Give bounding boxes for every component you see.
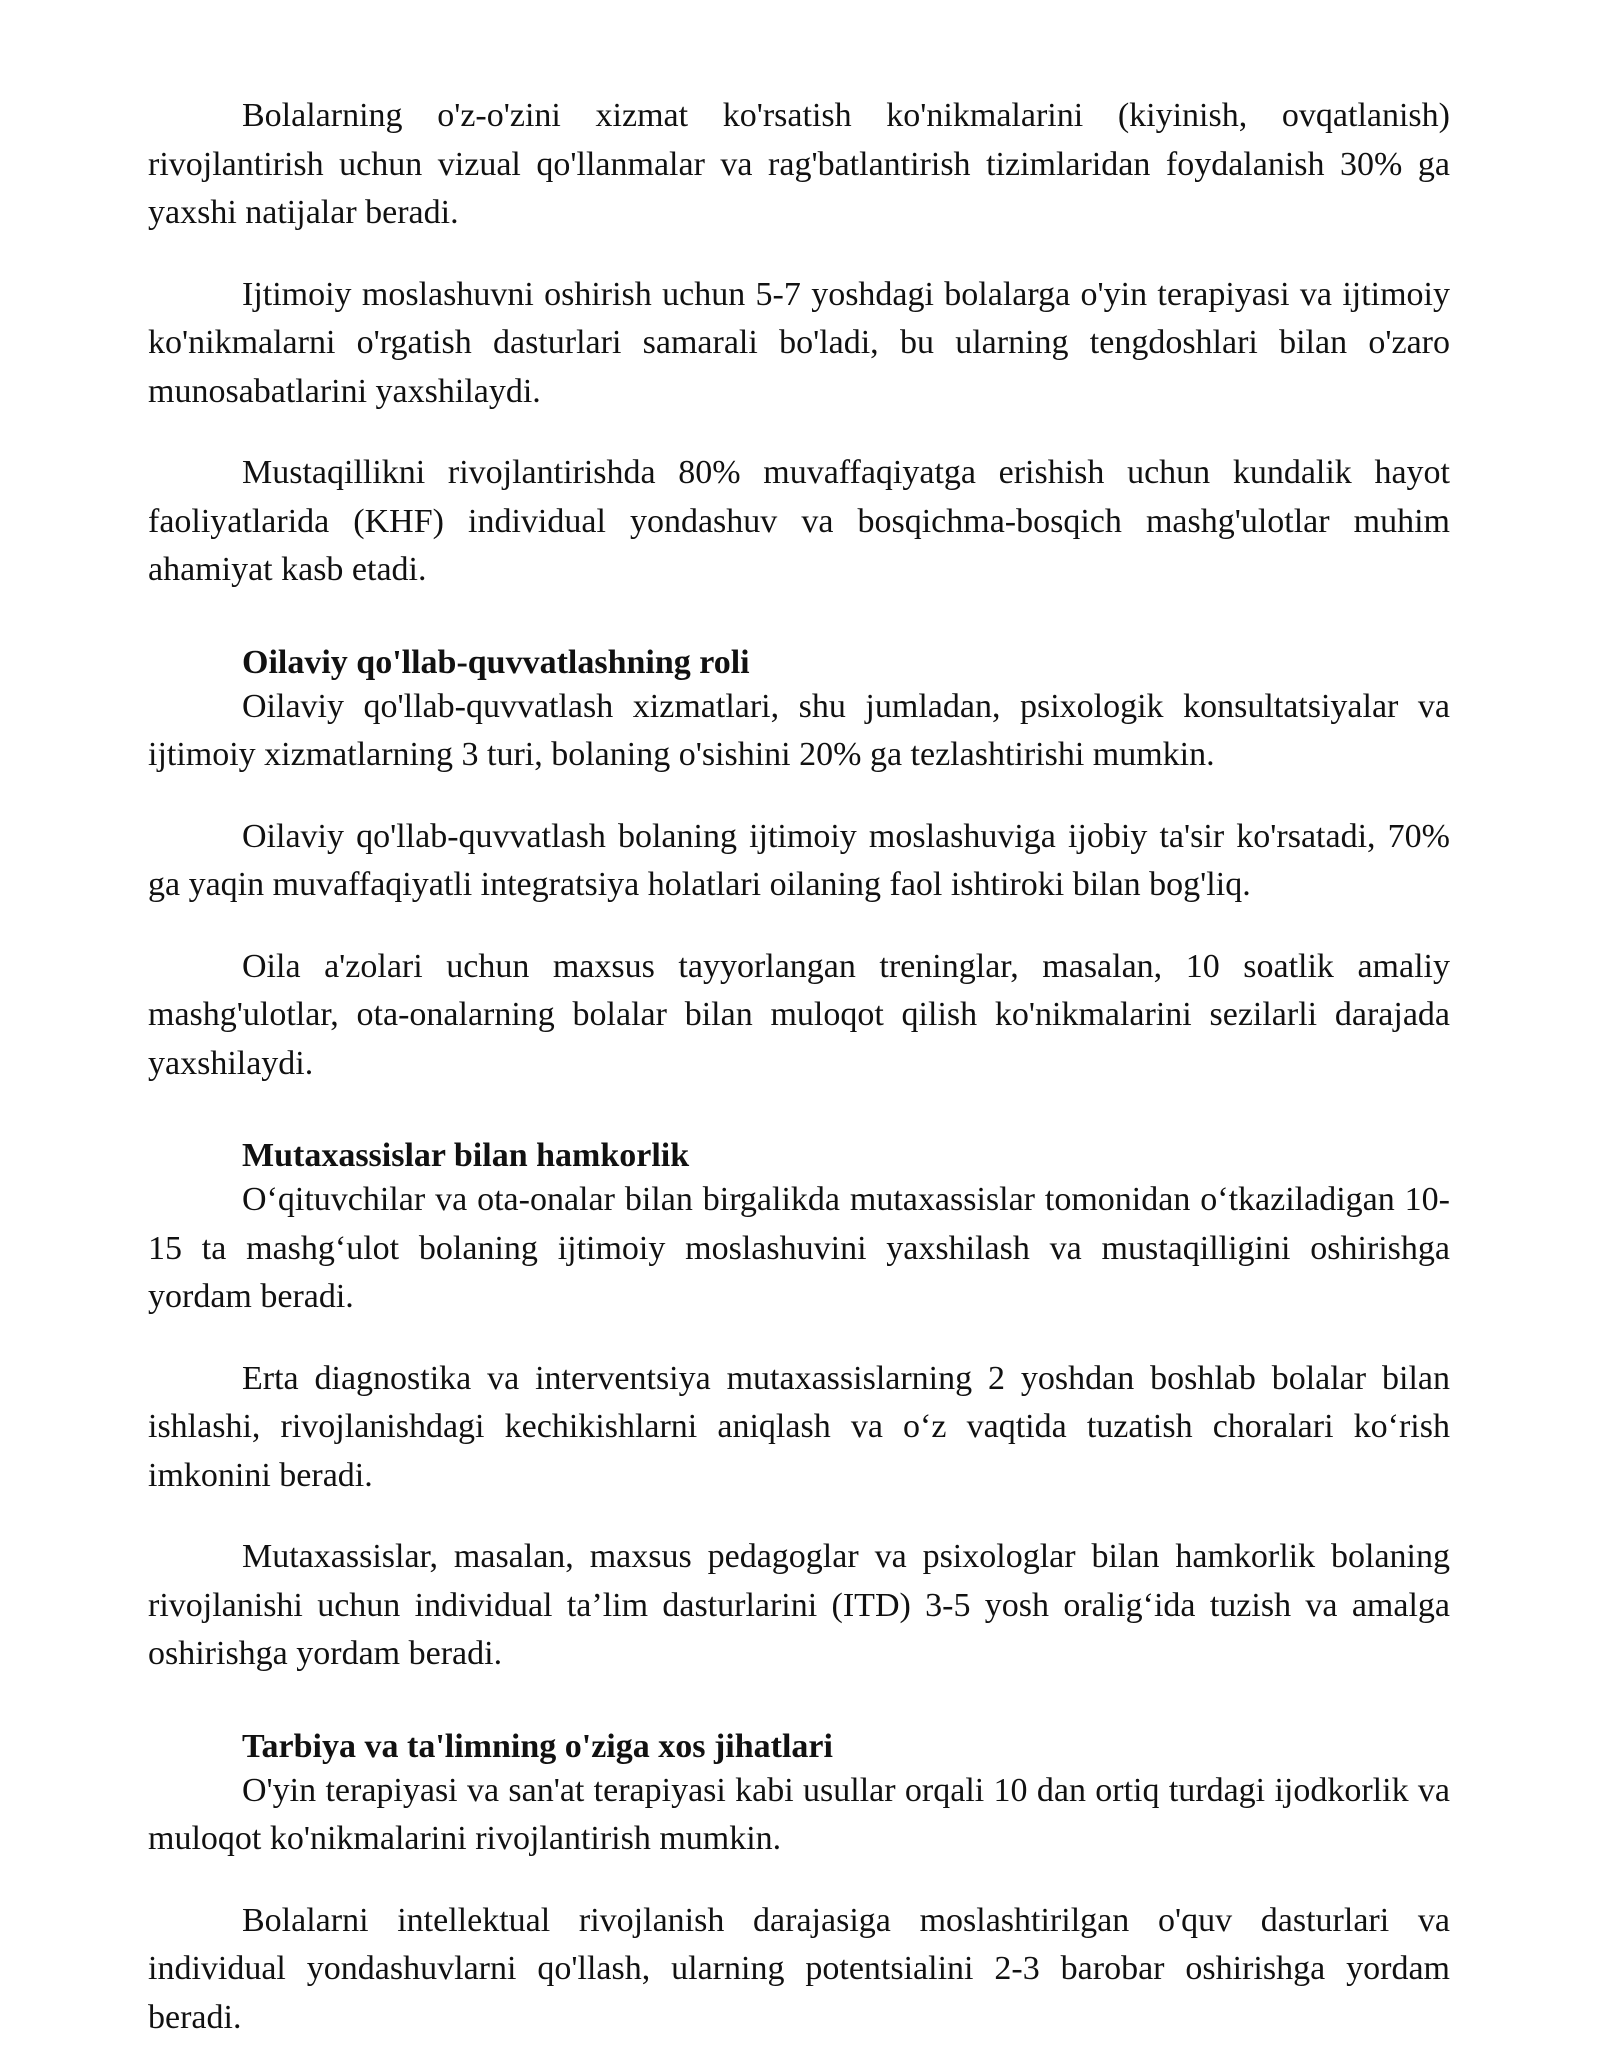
paragraph: O'yin terapiyasi va san'at terapiyasi kabi usullar orqali 10 dan ortiq turdagi ijodkorlik va muloqot ko'nikmalarini rivojlantirish mumkin.: [148, 1771, 1450, 1857]
paragraph: Oilaviy qo'llab-quvvatlash xizmatlari, shu jumladan, psixologik konsultatsiyalar va ijtimoiy xizmatlarning 3 turi, bolaning o'sishini 20% ga tezlashtirishi mumkin.: [148, 687, 1450, 773]
paragraph: O‘qituvchilar va ota-onalar bilan birgalikda mutaxassislar tomonidan o‘tkaziladigan 10-15 ta mashg‘ulot bolaning ijtimoiy moslashuvini yaxshilash va mustaqilligini oshirishga yordam beradi.: [148, 1181, 1450, 1315]
section-upbringing-education: [148, 1727, 1450, 2043]
paragraph: Ijtimoiy moslashuvni oshirish uchun 5-7 yoshdagi bolalarga o'yin terapiyasi va ijtimoiy ko'nikmalarni o'rgatish dasturlari samarali bo'ladi, bu ularning tengdoshlari bilan o'zaro munosabatlarini yaxshilaydi.: [148, 275, 1450, 410]
section-heading: Mutaxassislar bilan hamkorlik: [242, 1137, 690, 1174]
section-specialist-cooperation: [148, 1136, 1450, 1679]
paragraph: Bolalarning o'z-o'zini xizmat ko'rsatish ko'nikmalarini (kiyinish, ovqatlanish) rivojlantirish uchun vizual qo'llanmalar va rag'batlantirish tizimlaridan foydalanish 30% ga yaxshi natijalar beradi.: [148, 97, 1450, 231]
paragraph: Bolalarni intellektual rivojlanish darajasiga moslashtirilgan o'quv dasturlari va individual yondashuvlarni qo'llash, ularning potentsialini 2-3 barobar oshirishga yordam beradi.: [148, 1901, 1450, 2036]
section-heading: Oilaviy qo'llab-quvvatlashning roli: [242, 643, 750, 681]
paragraph: Mustaqillikni rivojlantirishda 80% muvaffaqiyatga erishish uchun kundalik hayot faoliyatlarida (KHF) individual yondashuv va bosqichma-bosqich mashg'ulotlar muhim ahamiyat kasb etadi.: [148, 454, 1450, 588]
document-page: [148, 92, 1450, 2042]
paragraph: Oilaviy qo'llab-quvvatlash bolaning ijtimoiy moslashuviga ijobiy ta'sir ko'rsatadi, 70% ga yaqin muvaffaqiyatli integratsiya holatlari oilaning faol ishtiroki bilan bog'liq.: [148, 817, 1450, 903]
paragraph: Erta diagnostika va interventsiya mutaxassislarning 2 yoshdan boshlab bolalar bilan ishlashi, rivojlanishdagi kechikishlarni aniqlash va o‘z vaqtida tuzatish choralari ko‘rish imkonini beradi.: [148, 1359, 1450, 1494]
section-family-support: [148, 643, 1450, 1089]
section-heading: Tarbiya va ta'limning o'ziga xos jihatlari: [242, 1727, 833, 1765]
paragraph: Oila a'zolari uchun maxsus tayyorlangan treninglar, masalan, 10 soatlik amaliy mashg'ulotlar, ota-onalarning bolalar bilan muloqot qilish ko'nikmalarini sezilarli darajada yaxshilaydi.: [148, 947, 1450, 1082]
paragraph: Mutaxassislar, masalan, maxsus pedagoglar va psixologlar bilan hamkorlik bolaning rivojlanishi uchun individual ta’lim dasturlarini (ITD) 3-5 yosh oralig‘ida tuzish va amalga oshirishga yordam beradi.: [148, 1538, 1450, 1672]
